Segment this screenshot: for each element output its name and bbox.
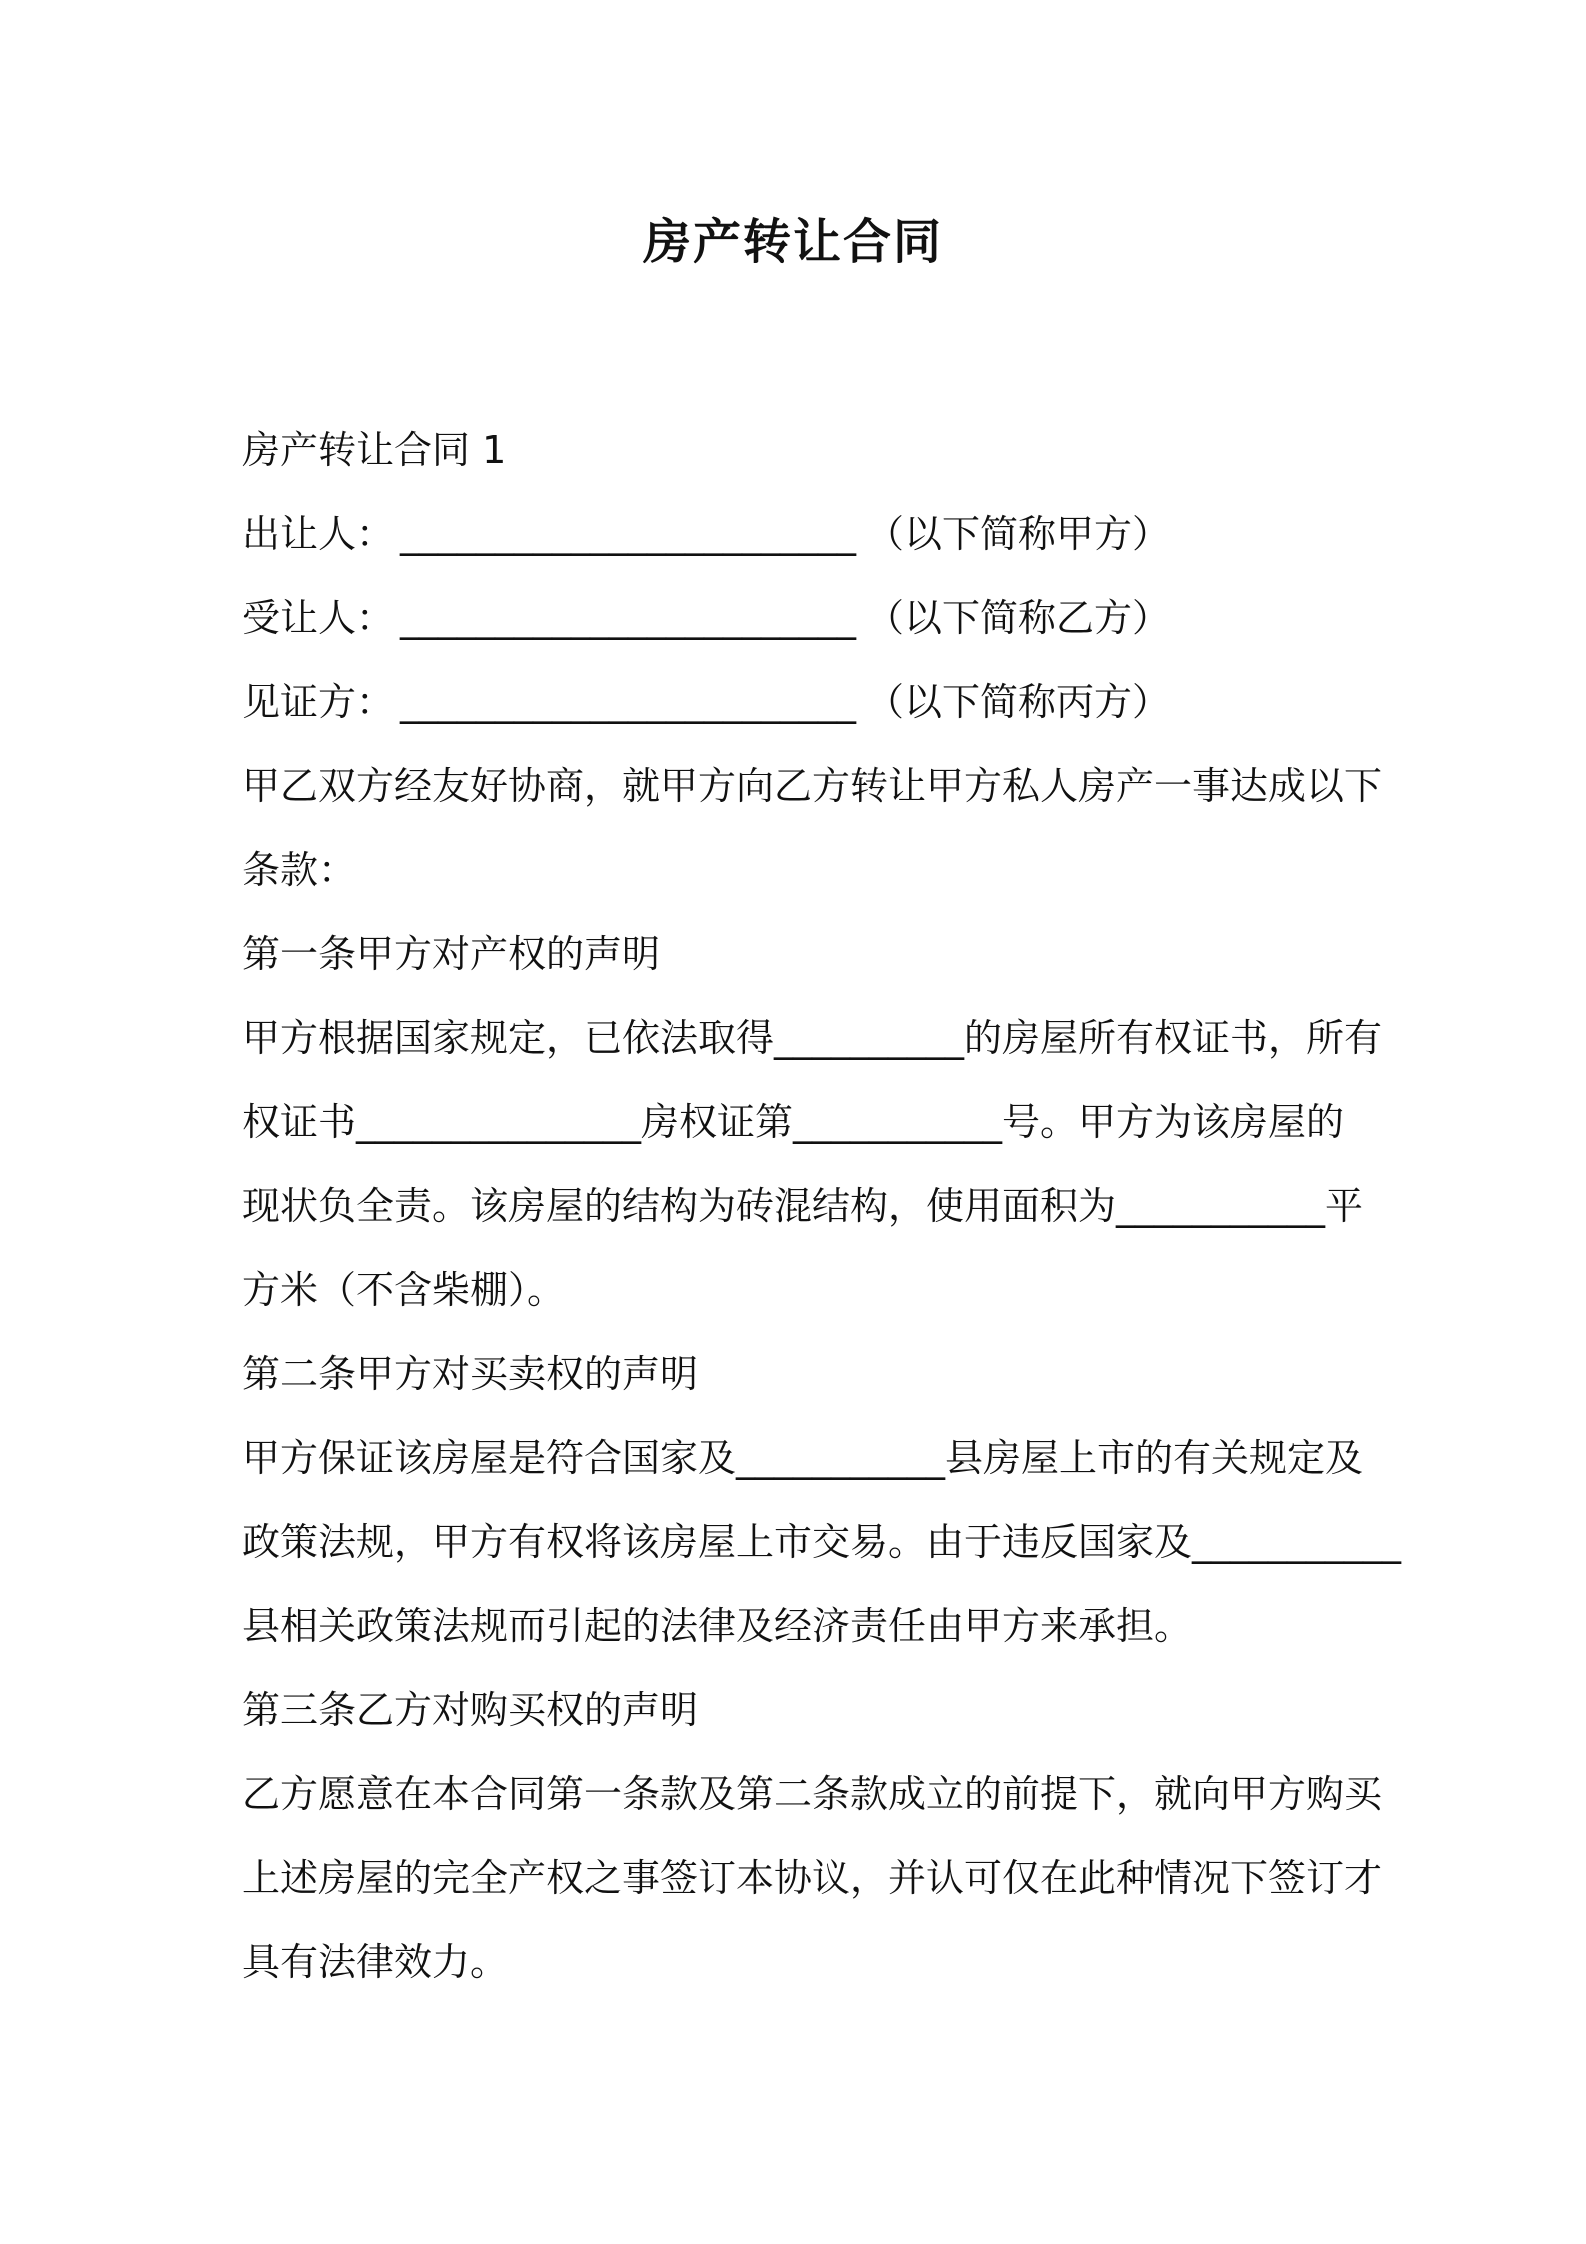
party-line-transferee: [242, 576, 1362, 660]
document-subtitle: 房产转让合同 1: [242, 428, 507, 472]
section-text-line: 甲方保证该房屋是符合国家及___________县房屋上市的有关规定及: [242, 1436, 1364, 1480]
party-line-transferor: [242, 492, 1362, 576]
section-text-line: 甲方根据国家规定，已依法取得__________的房屋所有权证书，所有: [242, 1016, 1383, 1060]
party-label: 见证方：: [242, 680, 395, 724]
intro-text-line: 条款：: [242, 848, 357, 892]
section-text-line: 上述房屋的完全产权之事签订本协议，并认可仅在此种情况下签订才: [242, 1856, 1383, 1900]
party-note: （以下简称甲方）: [866, 512, 1171, 556]
document-body: [242, 408, 1402, 2004]
section-heading-2: 第二条甲方对买卖权的声明: [242, 1352, 699, 1396]
section-text-line: 权证书_______________房权证第___________号。甲方为该房屋的: [242, 1100, 1345, 1144]
section-text-line: 具有法律效力。: [242, 1940, 509, 1984]
party-label: 受让人：: [242, 596, 395, 640]
fill-in-blank: ________________________: [400, 512, 857, 556]
document-title: 房产转让合同: [642, 214, 943, 270]
party-note: （以下简称乙方）: [866, 596, 1171, 640]
intro-text-line: 甲乙双方经友好协商，就甲方向乙方转让甲方私人房产一事达成以下: [242, 764, 1383, 808]
party-line-witness: [242, 660, 1362, 744]
section-text-line: 方米（不含柴棚）。: [242, 1268, 566, 1312]
fill-in-blank: ________________________: [400, 680, 857, 724]
party-label: 出让人：: [242, 512, 395, 556]
section-text-line: 县相关政策法规而引起的法律及经济责任由甲方来承担。: [242, 1604, 1193, 1648]
section-heading-3: 第三条乙方对购买权的声明: [242, 1688, 699, 1732]
party-note: （以下简称丙方）: [866, 680, 1171, 724]
section-heading-1: 第一条甲方对产权的声明: [242, 932, 661, 976]
section-text-line: 政策法规，甲方有权将该房屋上市交易。由于违反国家及___________: [242, 1520, 1402, 1564]
section-text-line: 乙方愿意在本合同第一条款及第二条款成立的前提下，就向甲方购买: [242, 1772, 1383, 1816]
fill-in-blank: ________________________: [400, 596, 857, 640]
section-text-line: 现状负全责。该房屋的结构为砖混结构，使用面积为___________平: [242, 1184, 1364, 1228]
